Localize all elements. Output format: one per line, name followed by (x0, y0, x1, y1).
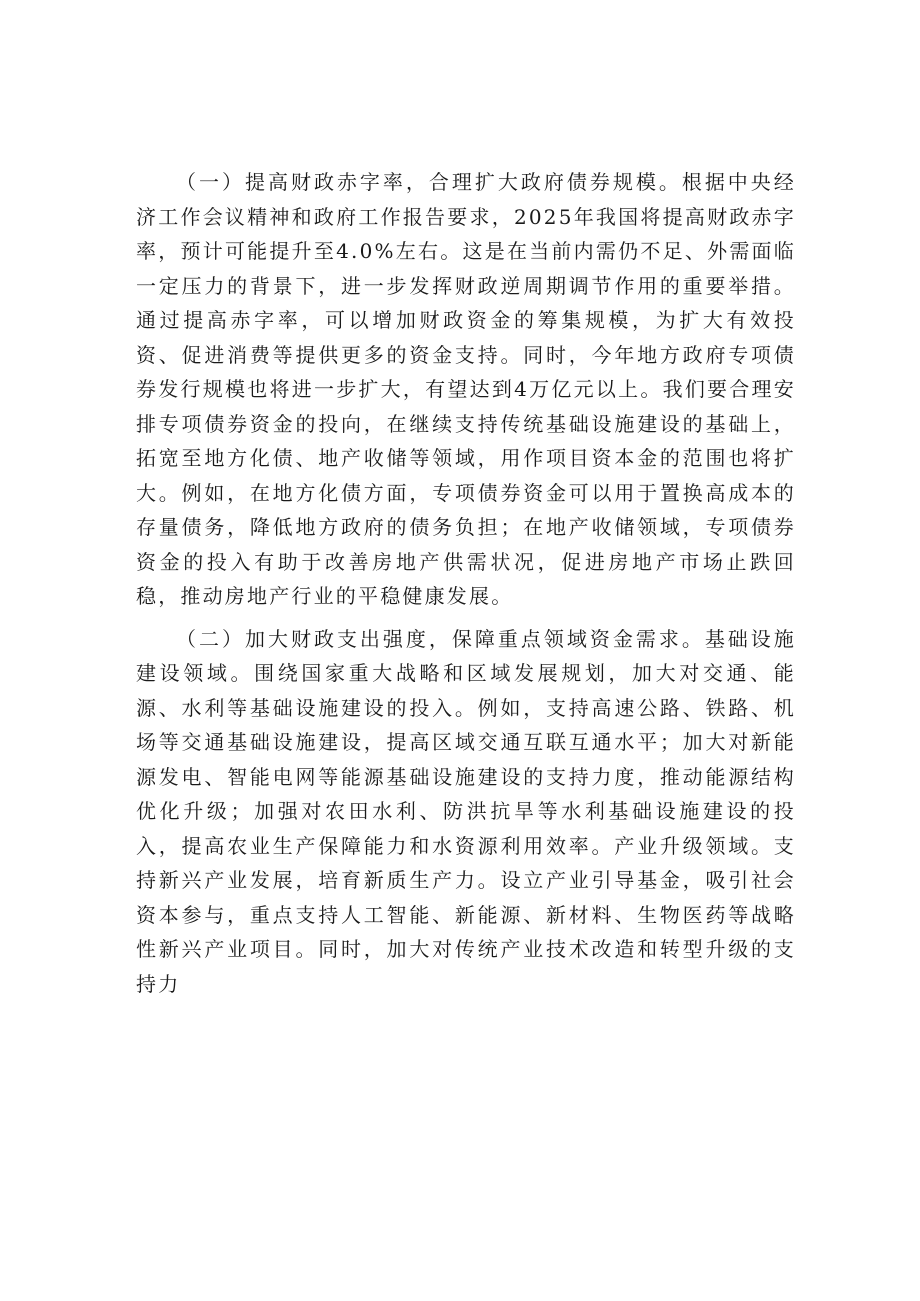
paragraph-1: （一）提高财政赤字率，合理扩大政府债券规模。根据中央经济工作会议精神和政府工作报告要求，2025年我国将提高财政赤字率，预计可能提升至4.0%左右。这是在当前内需仍不足、外需面临一定压力的背景下，进一步发挥财政逆周期调节作用的重要举措。通过提高赤字率，可以增加财政资金的筹集规模，为扩大有效投资、促进消费等提供更多的资金支持。同时，今年地方政府专项债券发行规模也将进一步扩大，有望达到4万亿元以上。我们要合理安排专项债券资金的投向，在继续支持传统基础设施建设的基础上，拓宽至地方化债、地产收储等领域，用作项目资本金的范围也将扩大。例如，在地方化债方面，专项债券资金可以用于置换高成本的存量债务，降低地方政府的债务负担；在地产收储领域，专项债券资金的投入有助于改善房地产供需状况，促进房地产市场止跌回稳，推动房地产行业的平稳健康发展。 (136, 170, 796, 608)
paragraph-2: （二）加大财政支出强度，保障重点领域资金需求。基础设施建设领域。围绕国家重大战略和区域发展规划，加大对交通、能源、水利等基础设施建设的投入。例如，支持高速公路、铁路、机场等交通基础设施建设，提高区域交通互联互通水平；加大对新能源发电、智能电网等能源基础设施建设的支持力度，推动能源结构优化升级；加强对农田水利、防洪抗旱等水利基础设施建设的投入，提高农业生产保障能力和水资源利用效率。产业升级领域。支持新兴产业发展，培育新质生产力。设立产业引导基金，吸引社会资本参与，重点支持人工智能、新能源、新材料、生物医药等战略性新兴产业项目。同时，加大对传统产业技术改造和转型升级的支持力 (136, 626, 796, 996)
document-body (136, 165, 796, 1002)
